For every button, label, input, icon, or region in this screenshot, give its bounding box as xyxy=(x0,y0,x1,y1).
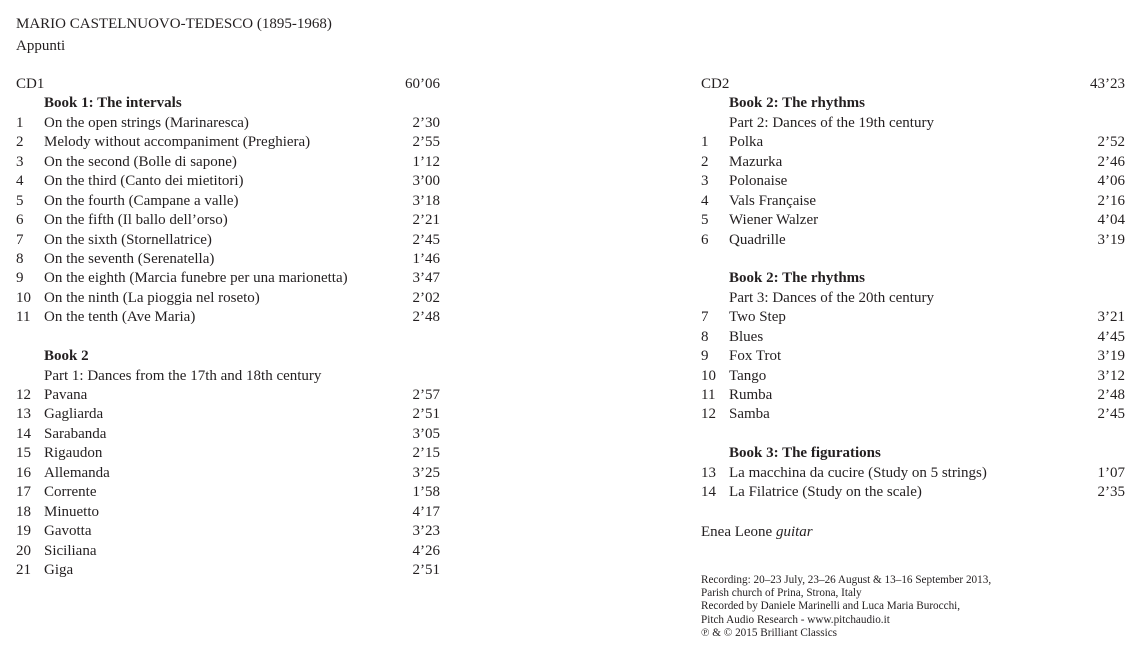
track-row xyxy=(16,503,440,522)
track-duration: 3’25 xyxy=(412,464,440,481)
track-row xyxy=(16,133,440,152)
track-row xyxy=(701,483,1125,502)
track-number: 1 xyxy=(701,134,709,151)
track-number: 13 xyxy=(16,406,31,423)
track-duration: 3’12 xyxy=(1097,367,1125,384)
cd2-tracklist xyxy=(701,75,1125,542)
cd1-header xyxy=(16,75,440,94)
track-row xyxy=(16,114,440,133)
track-title: On the third (Canto dei mietitori) xyxy=(44,173,244,190)
track-title: On the second (Bolle di sapone) xyxy=(44,153,237,170)
recording-credits xyxy=(701,574,991,640)
track-duration: 2’45 xyxy=(1097,406,1125,423)
section-heading xyxy=(701,444,1125,463)
track-duration: 2’30 xyxy=(412,114,440,131)
track-duration: 2’21 xyxy=(412,212,440,229)
track-title: Mazurka xyxy=(729,153,783,170)
track-row xyxy=(701,405,1125,424)
track-duration: 2’52 xyxy=(1097,134,1125,151)
track-duration: 2’51 xyxy=(412,406,440,423)
section-subheading-text: Part 2: Dances of the 19th century xyxy=(729,114,934,131)
track-number: 10 xyxy=(16,289,31,306)
track-title: Corrente xyxy=(44,484,97,501)
track-duration: 3’00 xyxy=(412,173,440,190)
track-number: 5 xyxy=(16,192,24,209)
track-number: 18 xyxy=(16,503,31,520)
section-subheading xyxy=(701,289,1125,308)
track-row xyxy=(16,483,440,502)
track-row xyxy=(701,347,1125,366)
track-duration: 2’55 xyxy=(412,134,440,151)
track-title: Rumba xyxy=(729,387,773,403)
cd-total-duration: 60’06 xyxy=(405,76,440,92)
credit-line: Recording: 20–23 July, 23–26 August & 13–16 September 2013, xyxy=(701,574,992,586)
section-heading-text: Book 2: The rhythms xyxy=(729,95,865,112)
track-title: Polka xyxy=(729,134,764,151)
track-row xyxy=(16,464,440,483)
track-duration: 2’57 xyxy=(412,387,440,403)
track-row xyxy=(701,308,1125,327)
track-title: Minuetto xyxy=(44,503,99,520)
track-duration: 2’16 xyxy=(1097,192,1125,209)
track-row xyxy=(701,211,1125,230)
track-duration: 1’07 xyxy=(1097,464,1125,481)
performer-line xyxy=(701,523,1125,542)
track-duration: 2’15 xyxy=(412,445,440,462)
track-title: Samba xyxy=(729,406,770,423)
track-number: 21 xyxy=(16,561,31,578)
track-title: On the eighth (Marcia funebre per una marionetta) xyxy=(44,270,348,287)
track-number: 12 xyxy=(701,406,716,423)
track-number: 2 xyxy=(701,153,709,170)
track-title: On the ninth (La pioggia nel roseto) xyxy=(44,289,260,306)
credit-line: ℗ & © 2015 Brilliant Classics xyxy=(701,626,838,639)
track-number: 4 xyxy=(16,173,24,190)
performer-name: Enea Leone xyxy=(701,523,773,540)
track-duration: 1’12 xyxy=(412,153,440,170)
track-row xyxy=(16,522,440,541)
track-number: 14 xyxy=(16,425,31,442)
track-title: Siciliana xyxy=(44,542,97,559)
track-title: On the fourth (Campane a valle) xyxy=(44,192,239,209)
track-duration: 3’19 xyxy=(1097,231,1125,248)
track-title: Tango xyxy=(729,367,767,384)
track-number: 20 xyxy=(16,542,31,559)
track-number: 6 xyxy=(16,212,24,229)
track-number: 7 xyxy=(16,231,24,248)
track-row xyxy=(701,328,1125,347)
track-duration: 2’35 xyxy=(1097,484,1125,501)
track-row xyxy=(701,386,1125,405)
section-spacer xyxy=(701,425,1125,444)
track-row xyxy=(701,464,1125,483)
cd-label: CD2 xyxy=(701,76,730,92)
section-heading xyxy=(16,347,440,366)
track-title: Gagliarda xyxy=(44,406,104,423)
track-number: 11 xyxy=(16,309,31,326)
track-row xyxy=(16,192,440,211)
track-title: Allemanda xyxy=(44,464,110,481)
track-number: 4 xyxy=(701,192,709,209)
section-subheading-text: Part 3: Dances of the 20th century xyxy=(729,289,934,306)
track-duration: 1’58 xyxy=(412,484,440,501)
track-duration: 3’19 xyxy=(1097,348,1125,365)
track-number: 10 xyxy=(701,367,716,384)
track-title: Blues xyxy=(729,328,764,345)
credit-line: Pitch Audio Research - www.pitchaudio.it xyxy=(701,613,890,626)
track-title: Vals Française xyxy=(729,192,817,209)
track-number: 13 xyxy=(701,464,716,481)
track-title: Quadrille xyxy=(729,231,786,248)
track-title: On the seventh (Serenatella) xyxy=(44,250,215,267)
track-number: 6 xyxy=(701,231,709,248)
cd1-tracklist xyxy=(16,75,440,580)
track-duration: 1’46 xyxy=(412,250,440,267)
track-duration: 4’06 xyxy=(1097,173,1125,190)
track-row xyxy=(701,172,1125,191)
cd2-header xyxy=(701,75,1125,94)
track-duration: 2’51 xyxy=(412,561,440,578)
track-title: On the fifth (Il ballo dell’orso) xyxy=(44,212,228,229)
track-row xyxy=(701,133,1125,152)
track-row xyxy=(16,250,440,269)
track-number: 15 xyxy=(16,445,31,462)
track-row xyxy=(16,542,440,561)
track-duration: 4’17 xyxy=(412,503,440,520)
track-row xyxy=(701,153,1125,172)
credit-line: Recorded by Daniele Marinelli and Luca Maria Burocchi, xyxy=(701,600,961,613)
section-heading xyxy=(701,269,1125,288)
track-row xyxy=(16,444,440,463)
section-spacer xyxy=(701,250,1125,269)
cd-label: CD1 xyxy=(16,76,45,92)
track-row xyxy=(16,386,440,405)
track-title: Sarabanda xyxy=(44,425,107,442)
track-number: 7 xyxy=(701,309,709,326)
track-number: 8 xyxy=(16,250,24,267)
track-row xyxy=(16,211,440,230)
section-heading-text: Book 1: The intervals xyxy=(44,95,182,112)
track-title: La macchina da cucire (Study on 5 strings) xyxy=(729,464,987,481)
track-number: 14 xyxy=(701,484,716,501)
track-duration: 3’18 xyxy=(412,192,440,209)
track-number: 16 xyxy=(16,464,31,481)
track-title: Polonaise xyxy=(729,173,788,190)
track-duration: 2’48 xyxy=(412,309,440,326)
track-number: 3 xyxy=(16,153,24,170)
track-title: On the open strings (Marinaresca) xyxy=(44,114,249,131)
track-row xyxy=(16,561,440,580)
track-row xyxy=(16,231,440,250)
credit-line: Parish church of Prina, Strona, Italy xyxy=(701,587,862,600)
cd-total-duration: 43’23 xyxy=(1090,76,1125,92)
track-title: Pavana xyxy=(44,387,88,403)
track-duration: 3’05 xyxy=(412,425,440,442)
track-title: Two Step xyxy=(729,309,786,326)
track-duration: 4’04 xyxy=(1097,212,1125,229)
track-duration: 2’48 xyxy=(1097,387,1125,403)
track-duration: 3’47 xyxy=(412,270,440,287)
track-duration: 3’23 xyxy=(412,523,440,540)
track-row xyxy=(701,231,1125,250)
track-number: 8 xyxy=(701,328,709,345)
track-row xyxy=(16,172,440,191)
track-title: Melody without accompaniment (Preghiera) xyxy=(44,134,311,151)
track-number: 5 xyxy=(701,212,709,229)
track-title: Fox Trot xyxy=(729,348,782,365)
track-row xyxy=(701,192,1125,211)
track-number: 11 xyxy=(701,387,716,403)
section-heading-text: Book 2: The rhythms xyxy=(729,270,865,287)
track-title: On the tenth (Ave Maria) xyxy=(44,309,196,326)
track-row xyxy=(701,367,1125,386)
track-number: 1 xyxy=(16,114,24,131)
track-duration: 3’21 xyxy=(1097,309,1125,326)
track-number: 19 xyxy=(16,523,31,540)
header xyxy=(16,13,332,57)
track-row xyxy=(16,425,440,444)
track-number: 9 xyxy=(701,348,709,365)
section-subheading xyxy=(16,367,440,386)
track-title: Wiener Walzer xyxy=(729,212,819,229)
track-title: Rigaudon xyxy=(44,445,103,462)
track-number: 12 xyxy=(16,387,31,403)
section-heading-text: Book 3: The figurations xyxy=(729,445,881,462)
track-title: On the sixth (Stornellatrice) xyxy=(44,231,212,248)
section-heading xyxy=(16,94,440,113)
track-duration: 4’26 xyxy=(412,542,440,559)
performer-instrument: guitar xyxy=(775,523,813,540)
track-number: 9 xyxy=(16,270,24,287)
composer-title: MARIO CASTELNUOVO-TEDESCO (1895-1968) xyxy=(16,16,332,32)
section-subheading xyxy=(701,114,1125,133)
track-number: 2 xyxy=(16,134,24,151)
track-duration: 2’02 xyxy=(412,289,440,306)
work-title: Appunti xyxy=(16,38,66,54)
section-spacer xyxy=(16,328,440,347)
track-duration: 2’46 xyxy=(1097,153,1125,170)
track-row xyxy=(16,269,440,288)
track-title: Gavotta xyxy=(44,523,92,540)
track-duration: 2’45 xyxy=(412,231,440,248)
section-heading-text: Book 2 xyxy=(44,348,89,365)
track-duration: 4’45 xyxy=(1097,328,1125,345)
track-row xyxy=(16,289,440,308)
section-heading xyxy=(701,94,1125,113)
track-row xyxy=(16,308,440,327)
track-title: Giga xyxy=(44,561,74,578)
track-number: 3 xyxy=(701,173,709,190)
track-row xyxy=(16,153,440,172)
track-number: 17 xyxy=(16,484,31,501)
section-subheading-text: Part 1: Dances from the 17th and 18th century xyxy=(44,367,322,384)
track-title: La Filatrice (Study on the scale) xyxy=(729,484,922,501)
track-row xyxy=(16,405,440,424)
